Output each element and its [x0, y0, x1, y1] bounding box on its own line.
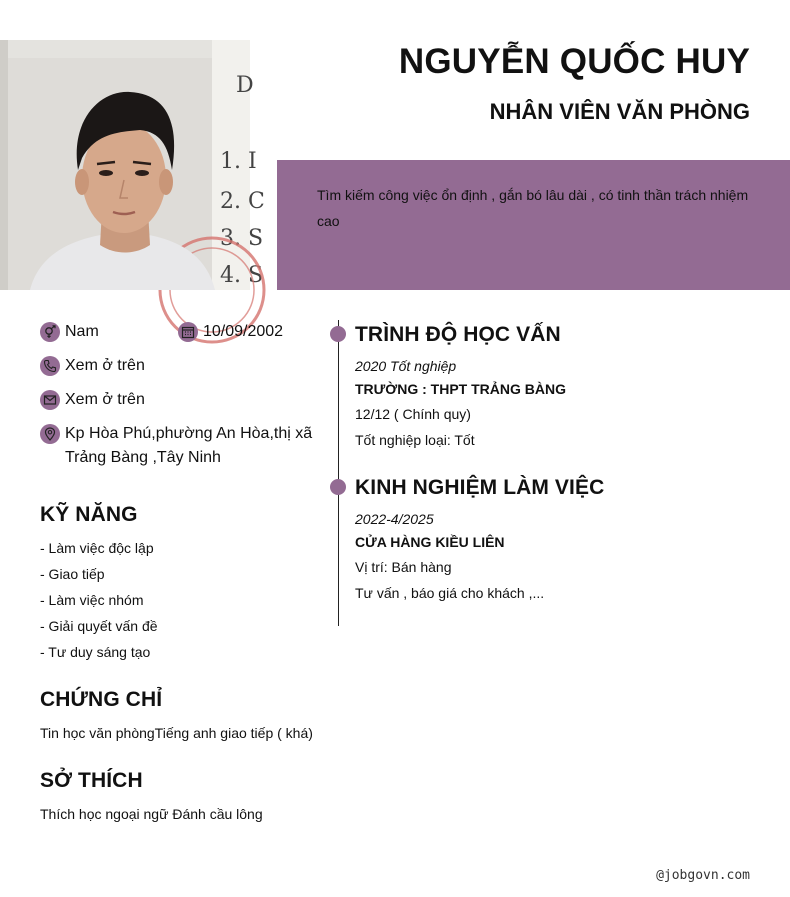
certificates-text: Tin học văn phòngTiếng anh giao tiếp ( khá): [40, 725, 313, 741]
svg-text:D: D: [236, 73, 254, 98]
skill-item: - Làm việc nhóm: [40, 592, 144, 608]
skill-item: - Giao tiếp: [40, 566, 105, 582]
education-school: TRƯỜNG : THPT TRẢNG BÀNG: [355, 381, 566, 397]
phone-value: Xem ở trên: [65, 357, 145, 374]
contact-gender: [40, 320, 99, 344]
svg-text:3. S: 3. S: [220, 226, 264, 251]
hobbies-title: SỞ THÍCH: [40, 769, 143, 792]
education-entry: [355, 355, 566, 453]
calendar-icon: [178, 322, 198, 342]
contact-phone: [40, 354, 145, 378]
education-detail: Tốt nghiệp loại: Tốt: [355, 432, 475, 448]
hobbies-text: Thích học ngoại ngữ Đánh cầu lông: [40, 806, 263, 822]
birthday-value: 10/09/2002: [203, 323, 284, 340]
skill-item: - Giải quyết vấn đề: [40, 618, 158, 634]
timeline-dot: [330, 326, 346, 342]
skill-item: - Làm việc độc lập: [40, 540, 154, 556]
objective-text: Tìm kiếm công việc ổn định , gắn bó lâu dài , có tinh thần trách nhiệm cao: [317, 187, 749, 229]
certificates-title: CHỨNG CHỈ: [40, 688, 163, 711]
experience-company: CỬA HÀNG KIỀU LIÊN: [355, 534, 505, 550]
experience-date: 2022-4/2025: [355, 511, 434, 527]
gender-value: Nam: [65, 323, 99, 340]
contact-email: [40, 388, 145, 412]
education-detail: 12/12 ( Chính quy): [355, 406, 471, 422]
education-title: TRÌNH ĐỘ HỌC VẤN: [355, 323, 561, 346]
candidate-name: NGUYỄN QUỐC HUY: [398, 42, 750, 81]
job-title: NHÂN VIÊN VĂN PHÒNG: [489, 99, 750, 124]
skills-title: KỸ NĂNG: [40, 503, 138, 526]
email-value: Xem ở trên: [65, 391, 145, 408]
location-pin-icon: [40, 424, 60, 444]
experience-detail: Tư vấn , báo giá cho khách ,...: [355, 585, 545, 601]
gender-icon: [40, 322, 60, 342]
timeline-line: [338, 320, 339, 626]
svg-text:2. C: 2. C: [220, 189, 265, 214]
education-date: 2020 Tốt nghiệp: [355, 358, 457, 374]
svg-text:1. I: 1. I: [220, 149, 257, 174]
skill-item: - Tư duy sáng tạo: [40, 644, 151, 660]
skills-list: [40, 535, 158, 665]
experience-title: KINH NGHIỆM LÀM VIỆC: [355, 476, 605, 499]
contact-birthday: [178, 320, 283, 344]
address-value: Kp Hòa Phú,phường An Hòa,thị xã Trảng Bàng ,Tây Ninh: [65, 425, 313, 466]
experience-detail: Vị trí: Bán hàng: [355, 559, 452, 575]
contact-address: [40, 422, 320, 470]
timeline-dot: [330, 479, 346, 495]
experience-entry: [355, 508, 544, 606]
phone-icon: [40, 356, 60, 376]
svg-text:4. S: 4. S: [220, 263, 264, 288]
profile-photo: [0, 40, 265, 290]
objective-box: [277, 160, 790, 290]
envelope-icon: [40, 390, 60, 410]
watermark: @jobgovn.com: [656, 868, 750, 883]
